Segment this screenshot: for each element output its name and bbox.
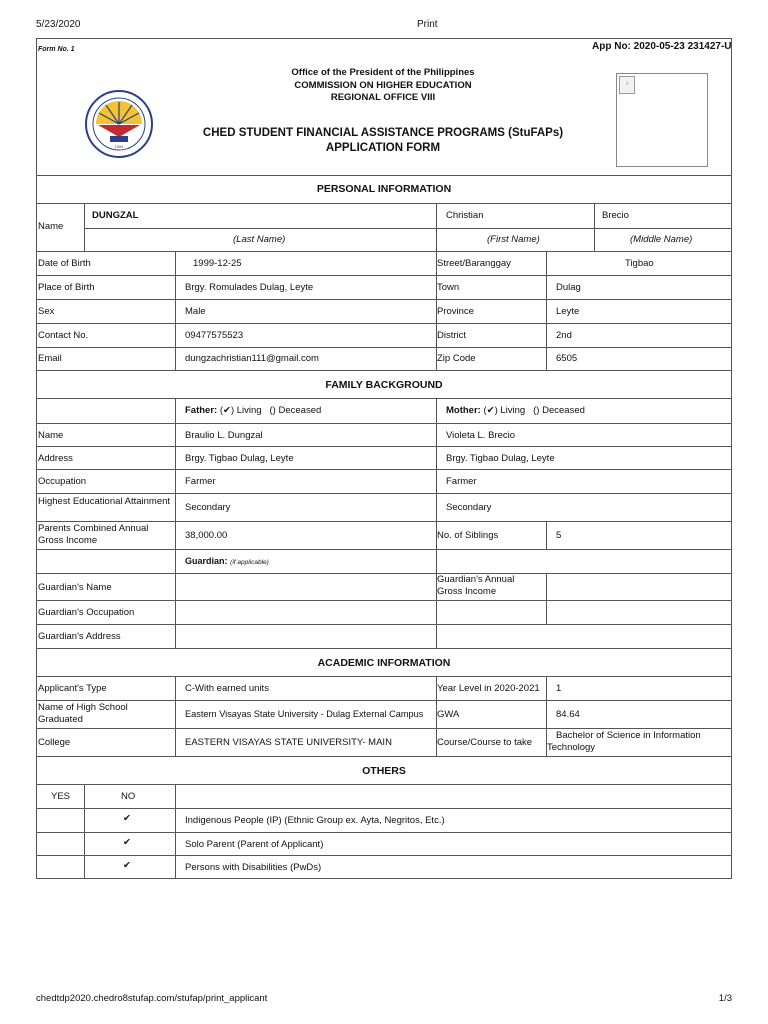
contact-label: Contact No. xyxy=(38,330,89,341)
father-occupation-value: Farmer xyxy=(185,476,216,487)
father-label: Father: xyxy=(185,405,218,416)
grid-line xyxy=(84,784,85,879)
org-line-1: Office of the President of the Philippines xyxy=(291,67,475,78)
grid-line xyxy=(36,648,732,649)
ched-seal-logo xyxy=(84,89,154,159)
others-item-solo-parent: Solo Parent (Parent of Applicant) xyxy=(185,839,324,850)
grid-line xyxy=(36,347,732,348)
grid-line xyxy=(546,521,547,549)
email-value: dungzachristian111@gmail.com xyxy=(185,353,319,364)
application-number: App No: 2020-05-23 231427-U xyxy=(592,41,732,52)
gwa-label: GWA xyxy=(437,709,460,720)
guardian-heading xyxy=(185,556,269,567)
mother-address-value: Brgy. Tigbao Dulag, Leyte xyxy=(446,453,555,464)
siblings-label: No. of Siblings xyxy=(437,530,499,541)
grid-line xyxy=(36,549,732,550)
father-name-value: Braulio L. Dungzal xyxy=(185,430,263,441)
no-check-icon: ✔ xyxy=(123,813,131,824)
grid-line xyxy=(36,808,732,809)
course-label: Course/Course to take xyxy=(437,737,533,748)
page-number: 1/3 xyxy=(718,993,732,1004)
grid-line xyxy=(36,175,732,176)
form-title-line-2: APPLICATION FORM xyxy=(325,142,441,154)
grid-line xyxy=(175,784,176,879)
applicant-type-value: C-With earned units xyxy=(185,683,269,694)
grid-line xyxy=(36,203,732,204)
zip-value: 6505 xyxy=(556,353,578,364)
middle-name-value: Brecio xyxy=(602,210,629,221)
mother-occupation-value: Farmer xyxy=(446,476,477,487)
grid-line xyxy=(36,493,732,494)
applicant-photo xyxy=(616,73,708,167)
grid-line xyxy=(36,275,732,276)
grid-line xyxy=(546,573,547,624)
parent-occupation-label: Occupation xyxy=(38,476,87,487)
others-item-ip: Indigenous People (IP) (Ethnic Group ex. Ayta, Negritos, Etc.) xyxy=(185,815,445,826)
grid-line xyxy=(36,521,732,522)
guardian-income-label: Guardian's Annual Gross Income xyxy=(437,574,515,597)
town-label: Town xyxy=(437,282,460,293)
college-label: College xyxy=(38,737,71,748)
grid-line xyxy=(594,203,595,251)
others-item-pwd: Persons with Disabilities (PwDs) xyxy=(185,862,322,873)
grid-line xyxy=(36,700,732,701)
yes-column-header: YES xyxy=(51,791,71,802)
parent-name-label: Name xyxy=(38,430,64,441)
dob-value: 1999-12-25 xyxy=(193,258,242,269)
grid-line xyxy=(36,423,732,424)
guardian-address-label: Guardian's Address xyxy=(38,631,121,642)
grid-line xyxy=(175,676,176,756)
dob-label: Date of Birth xyxy=(38,258,91,269)
district-label: District xyxy=(437,330,467,341)
college-value: EASTERN VISAYAS STATE UNIVERSITY- MAIN xyxy=(185,737,392,748)
guardian-occupation-label: Guardian's Occupation xyxy=(38,607,135,618)
grid-line xyxy=(36,370,732,371)
sex-label: Sex xyxy=(38,306,55,317)
last-name-caption: (Last Name) xyxy=(233,234,286,245)
pob-value: Brgy. Romulades Dulag, Leyte xyxy=(185,282,314,293)
guardian-note: (if applicable) xyxy=(230,559,269,566)
combined-income-value: 38,000.00 xyxy=(185,530,228,541)
parent-education-label: Highest Educational Attainment xyxy=(38,496,171,507)
mother-name-value: Violeta L. Brecio xyxy=(446,430,516,441)
street-value: Tigbao xyxy=(625,258,654,269)
last-name-value: DUNGZAL xyxy=(92,210,139,221)
grid-line xyxy=(36,469,732,470)
year-level-label: Year Level in 2020-2021 xyxy=(437,683,540,694)
email-label: Email xyxy=(38,353,62,364)
street-label: Street/Baranggay xyxy=(437,258,511,269)
org-line-2: COMMISSION ON HIGHER EDUCATION xyxy=(294,79,472,91)
zip-label: Zip Code xyxy=(437,353,476,364)
father-status xyxy=(185,405,321,416)
grid-line xyxy=(36,323,732,324)
combined-income-label: Parents Combined Annual Gross Income xyxy=(38,523,149,546)
high-school-label: Name of High School Graduated xyxy=(38,702,128,725)
section-heading-personal: PERSONAL INFORMATION xyxy=(316,183,452,195)
district-value: 2nd xyxy=(556,330,572,341)
grid-line xyxy=(175,398,176,648)
grid-line xyxy=(36,855,732,856)
grid-line xyxy=(36,573,732,574)
mother-status xyxy=(446,405,585,416)
guardian-name-label: Guardian's Name xyxy=(38,582,112,593)
province-label: Province xyxy=(437,306,474,317)
page-url: chedtdp2020.chedro8stufap.com/stufap/print_applicant xyxy=(36,993,268,1004)
grid-line xyxy=(84,228,732,229)
section-heading-family: FAMILY BACKGROUND xyxy=(325,379,443,391)
mother-label: Mother: xyxy=(446,405,481,416)
section-heading-academic: ACADEMIC INFORMATION xyxy=(317,657,451,669)
section-heading-others: OTHERS xyxy=(362,765,406,777)
father-address-value: Brgy. Tigbao Dulag, Leyte xyxy=(185,453,294,464)
print-date: 5/23/2020 xyxy=(36,19,81,30)
town-value: Dulag xyxy=(556,282,581,293)
form-number: Form No. 1 xyxy=(38,46,75,53)
guardian-label: Guardian: xyxy=(185,556,228,566)
applicant-type-label: Applicant's Type xyxy=(38,683,107,694)
siblings-value: 5 xyxy=(556,530,562,541)
grid-line xyxy=(36,299,732,300)
contact-value: 09477575523 xyxy=(185,330,244,341)
grid-line xyxy=(36,398,732,399)
form-title-line-1: CHED STUDENT FINANCIAL ASSISTANCE PROGRAMS (StuFAPs) xyxy=(202,127,564,139)
province-value: Leyte xyxy=(556,306,580,317)
broken-image-icon: ▫ xyxy=(619,76,635,94)
father-education-value: Secondary xyxy=(185,502,231,513)
form-title xyxy=(150,126,616,156)
grid-line xyxy=(36,676,732,677)
parent-address-label: Address xyxy=(38,453,73,464)
grid-line xyxy=(36,446,732,447)
grid-line xyxy=(36,624,732,625)
no-column-header: NO xyxy=(121,791,136,802)
sex-value: Male xyxy=(185,306,206,317)
grid-line xyxy=(36,784,732,785)
grid-line xyxy=(175,251,176,370)
org-line-3: REGIONAL OFFICE VIII xyxy=(330,92,436,103)
grid-line xyxy=(36,756,732,757)
father-living-status: (✔) Living () Deceased xyxy=(219,405,322,416)
grid-line xyxy=(436,203,437,251)
organization-header xyxy=(200,67,566,105)
grid-line xyxy=(84,203,85,251)
mother-living-status: (✔) Living () Deceased xyxy=(483,405,585,416)
print-title: Print xyxy=(417,19,438,30)
grid-line xyxy=(36,251,732,252)
mother-education-value: Secondary xyxy=(446,502,492,513)
name-label: Name xyxy=(38,221,64,232)
no-check-icon: ✔ xyxy=(123,860,131,871)
no-check-icon: ✔ xyxy=(123,837,131,848)
grid-line xyxy=(546,251,547,370)
year-level-value: 1 xyxy=(556,683,562,694)
grid-line xyxy=(36,832,732,833)
high-school-value: Eastern Visayas State University - Dulag External Campus xyxy=(185,709,424,719)
middle-name-caption: (Middle Name) xyxy=(630,234,693,245)
course-value: Bachelor of Science in Information Technology xyxy=(547,730,701,753)
grid-line xyxy=(36,728,732,729)
svg-text:1994: 1994 xyxy=(114,144,124,149)
gwa-value: 84.64 xyxy=(556,709,580,720)
grid-line xyxy=(436,398,437,521)
pob-label: Place of Birth xyxy=(38,282,95,293)
grid-line xyxy=(36,600,732,601)
first-name-caption: (First Name) xyxy=(487,234,540,245)
first-name-value: Christian xyxy=(446,210,484,221)
